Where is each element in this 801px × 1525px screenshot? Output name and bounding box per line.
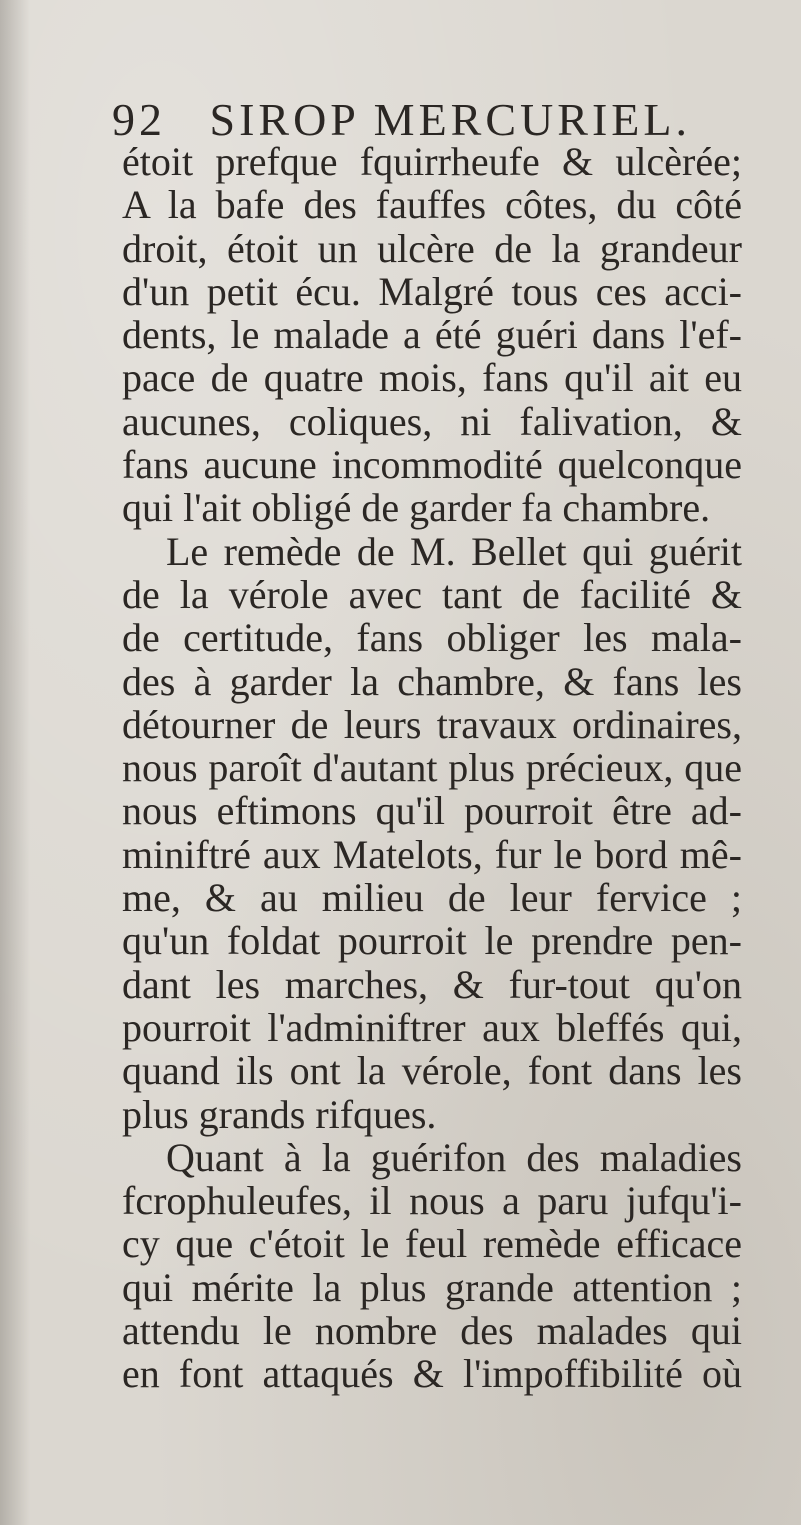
text-line: de la vérole avec tant de facilité & bbox=[122, 571, 742, 617]
text-line: qui l'ait obligé de garder fa chambre. bbox=[122, 485, 711, 531]
text-line: de certitude, fans obliger les mala- bbox=[122, 615, 742, 661]
paragraph bbox=[122, 530, 742, 1136]
text-line: dents, le malade a été guéri dans l'ef- bbox=[122, 312, 742, 358]
text-line: miniftré aux Matelots, fur le bord mê- bbox=[122, 831, 742, 877]
text-line: Quant à la guérifon des maladies bbox=[166, 1134, 742, 1180]
text-line: fcrophuleufes, il nous a paru jufqu'i- bbox=[122, 1178, 742, 1224]
paragraph bbox=[122, 1136, 742, 1396]
text-line: détourner de leurs travaux ordinaires, bbox=[122, 701, 742, 747]
page-edge-shadow bbox=[0, 0, 30, 1525]
text-line: quand ils ont la vérole, font dans les bbox=[122, 1048, 742, 1094]
text-line: dant les marches, & fur-tout qu'on bbox=[122, 961, 742, 1007]
text-line: qui mérite la plus grande attention ; bbox=[122, 1264, 742, 1310]
running-title: SIROP MERCURIEL. bbox=[209, 94, 691, 145]
text-line: A la bafe des fauffes côtes, du côté bbox=[122, 182, 742, 228]
text-line: fans aucune incommodité quelconque bbox=[122, 442, 742, 488]
text-line: droit, étoit un ulcère de la grandeur bbox=[122, 225, 742, 271]
page-number: 92 bbox=[112, 94, 166, 145]
text-line: Le remède de M. Bellet qui guérit bbox=[166, 528, 742, 574]
paragraph bbox=[122, 140, 742, 530]
text-line: en font attaqués & l'impoffibilité où bbox=[122, 1351, 742, 1397]
text-line: cy que c'étoit le feul remède efficace bbox=[122, 1221, 742, 1267]
text-line: nous eftimons qu'il pourroit être ad- bbox=[122, 788, 742, 834]
text-line: nous paroît d'autant plus précieux, que bbox=[122, 745, 742, 791]
text-line: plus grands rifques. bbox=[122, 1091, 437, 1137]
text-line: des à garder la chambre, & fans les bbox=[122, 658, 742, 704]
text-line: étoit prefque fquirrheufe & ulcèrée; bbox=[122, 139, 742, 184]
text-line: qu'un foldat pourroit le prendre pen- bbox=[122, 918, 742, 964]
text-line: pourroit l'adminiftrer aux bleffés qui, bbox=[122, 1004, 742, 1050]
text-line: attendu le nombre des malades qui bbox=[122, 1308, 742, 1354]
text-line: pace de quatre mois, fans qu'il ait eu bbox=[122, 355, 742, 401]
text-line: aucunes, coliques, ni falivation, & bbox=[122, 398, 742, 444]
text-line: d'un petit écu. Malgré tous ces acci- bbox=[122, 268, 742, 314]
body-text bbox=[122, 140, 742, 1396]
text-line: me, & au milieu de leur fervice ; bbox=[122, 875, 742, 921]
